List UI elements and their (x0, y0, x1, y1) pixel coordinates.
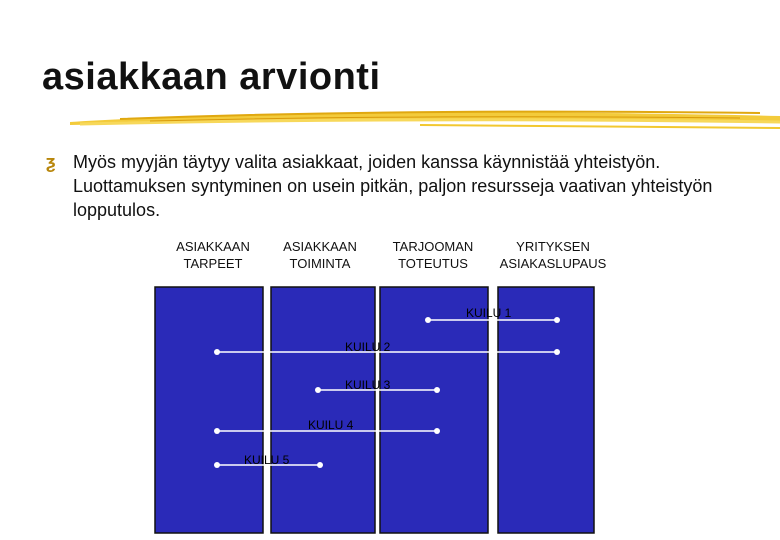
column-box-operations (271, 287, 375, 533)
gap-4-label: KUILU 4 (308, 418, 354, 432)
column-label-line2: TOTEUTUS (398, 256, 468, 271)
bullet-text: Myös myyjän täytyy valita asiakkaat, joiden kanssa käynnistää yhteistyön. Luottamuksen syntyminen on usein pitkän, paljon resursseja vaativan yhteistyön lopputulos. (73, 152, 713, 220)
gap-5-end-dot (317, 462, 323, 468)
gap-3-end-dot (434, 387, 440, 393)
column-box-promise (498, 287, 594, 533)
column-box-needs (155, 287, 263, 533)
page-title: asiakkaan arvionti (42, 56, 381, 98)
column-label-line2: ASIAKASLUPAUS (499, 256, 607, 271)
gap-1-end-dot (554, 317, 560, 323)
gap-4-start-dot (214, 428, 220, 434)
gap-3-start-dot (315, 387, 321, 393)
z-bullet-icon: ƺ (46, 152, 56, 172)
column-label-line1: ASIAKKAAN (176, 239, 250, 254)
gap-4-end-dot (434, 428, 440, 434)
column-box-offering (380, 287, 488, 533)
column-label-line1: TARJOOMAN (392, 239, 474, 254)
gap-5-label: KUILU 5 (244, 453, 290, 467)
gap-2-end-dot (554, 349, 560, 355)
column-label-line2: TARPEET (183, 256, 243, 271)
gap-2-start-dot (214, 349, 220, 355)
gap-5-start-dot (214, 462, 220, 468)
column-label-line1: ASIAKKAAN (283, 239, 357, 254)
column-label-line1: YRITYKSEN (516, 239, 590, 254)
gap-2-label: KUILU 2 (345, 340, 391, 354)
gap-1-label: KUILU 1 (466, 306, 512, 320)
column-label-line2: TOIMINTA (289, 256, 351, 271)
gap-3-label: KUILU 3 (345, 378, 391, 392)
gap-1-start-dot (425, 317, 431, 323)
